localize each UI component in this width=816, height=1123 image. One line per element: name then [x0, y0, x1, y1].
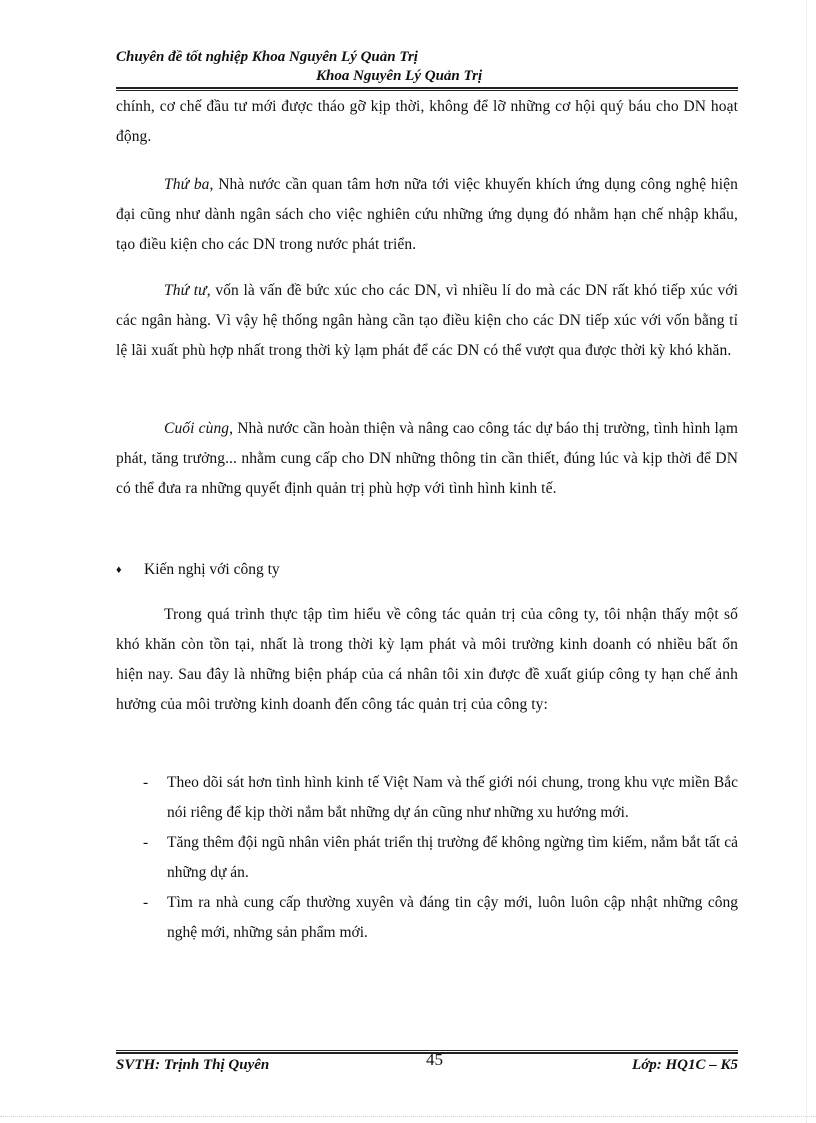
header-rule: [116, 87, 738, 91]
paragraph-lead: Thứ ba: [164, 176, 210, 193]
dash-bullet: -: [143, 774, 149, 791]
page-edge-bottom: [0, 1116, 816, 1117]
body-section-2: [116, 170, 738, 260]
dash-bullet: -: [143, 894, 149, 911]
paragraph-lead: Cuối cùng: [164, 420, 230, 437]
body-section-3: [116, 276, 738, 366]
footer-student: SVTH: Trịnh Thị Quyên: [116, 1057, 270, 1073]
page-header: [116, 48, 738, 86]
paragraph-cuoi-cung: [116, 414, 738, 504]
header-title-line1: Chuyên đề tốt nghiệp Khoa Nguyên Lý Quản Trị: [116, 49, 418, 65]
paragraph-lead: Thứ tư: [164, 282, 207, 299]
dash-bullet: -: [143, 834, 149, 851]
proposal-list: [116, 768, 738, 948]
section-heading-text: Kiến nghị với công ty: [144, 561, 280, 578]
body-section-4: [116, 414, 738, 504]
body-section-5: [116, 600, 738, 720]
paragraph-thu-ba: [116, 170, 738, 260]
footer-class: Lớp: HQ1C – K5: [632, 1057, 738, 1073]
page-edge-right: [806, 0, 807, 1123]
paragraph-body: , Nhà nước cần quan tâm hơn nữa tới việc khuyến khích ứng dụng công nghệ hiện đại cũng như dành ngân sách cho việc nghiên cứu những ứng dụng đó nhằm hạn chế nhập khẩu, tạo điều kiện cho các DN trong nước phát triển.: [116, 176, 738, 253]
body-section-1: [116, 92, 738, 152]
list-item: [116, 888, 738, 948]
paragraph-continuation: chính, cơ chế đầu tư mới được tháo gỡ kịp thời, không để lỡ những cơ hội quý báu cho DN hoạt động.: [116, 98, 738, 145]
list-item: [116, 768, 738, 828]
list-item-text: Tăng thêm đội ngũ nhân viên phát triển thị trường để không ngừng tìm kiếm, nắm bắt tất cả những dự án.: [167, 834, 738, 881]
paragraph-proposals-intro: Trong quá trình thực tập tìm hiểu về công tác quản trị của công ty, tôi nhận thấy một số khó khăn còn tồn tại, nhất là trong thời kỳ lạm phát và môi trường kinh doanh có nhiều bất ổn hiện nay. Sau đây là những biện pháp của cá nhân tôi xin được đề xuất giúp công ty hạn chế ảnh hưởng của môi trường kinh doanh đến công tác quản trị của công ty:: [116, 606, 738, 713]
section-heading: [116, 556, 280, 584]
list-item-text: Tìm ra nhà cung cấp thường xuyên và đáng tin cậy mới, luôn luôn cập nhật những công nghệ mới, những sản phẩm mới.: [167, 894, 738, 941]
diamond-bullet-icon: ♦: [116, 564, 122, 576]
list-item: [116, 828, 738, 888]
paragraph-thu-tu: [116, 276, 738, 366]
page-number: 45: [426, 1050, 443, 1069]
paragraph-body: , vốn là vấn đề bức xúc cho các DN, vì nhiều lí do mà các DN rất khó tiếp xúc với các ngân hàng. Vì vậy hệ thống ngân hàng cần tạo điều kiện cho các DN tiếp xúc với vốn bằng tỉ lệ lãi xuất phù hợp nhất trong thời kỳ lạm phát để các DN có thể vượt qua được thời kỳ khó khăn.: [116, 282, 738, 359]
header-title-line2: Khoa Nguyên Lý Quản Trị: [316, 68, 483, 84]
list-item-text: Theo dõi sát hơn tình hình kinh tế Việt Nam và thế giới nói chung, trong khu vực miền Bắc nói riêng để kịp thời nắm bắt những dự án cũng như những xu hướng mới.: [167, 774, 738, 821]
paragraph-body: , Nhà nước cần hoàn thiện và nâng cao công tác dự báo thị trường, tình hình lạm phát, tăng trưởng... nhằm cung cấp cho DN những thông tin cần thiết, đúng lúc và kịp thời để DN có thể đưa ra những quyết định quản trị phù hợp với tình hình kinh tế.: [116, 420, 738, 497]
